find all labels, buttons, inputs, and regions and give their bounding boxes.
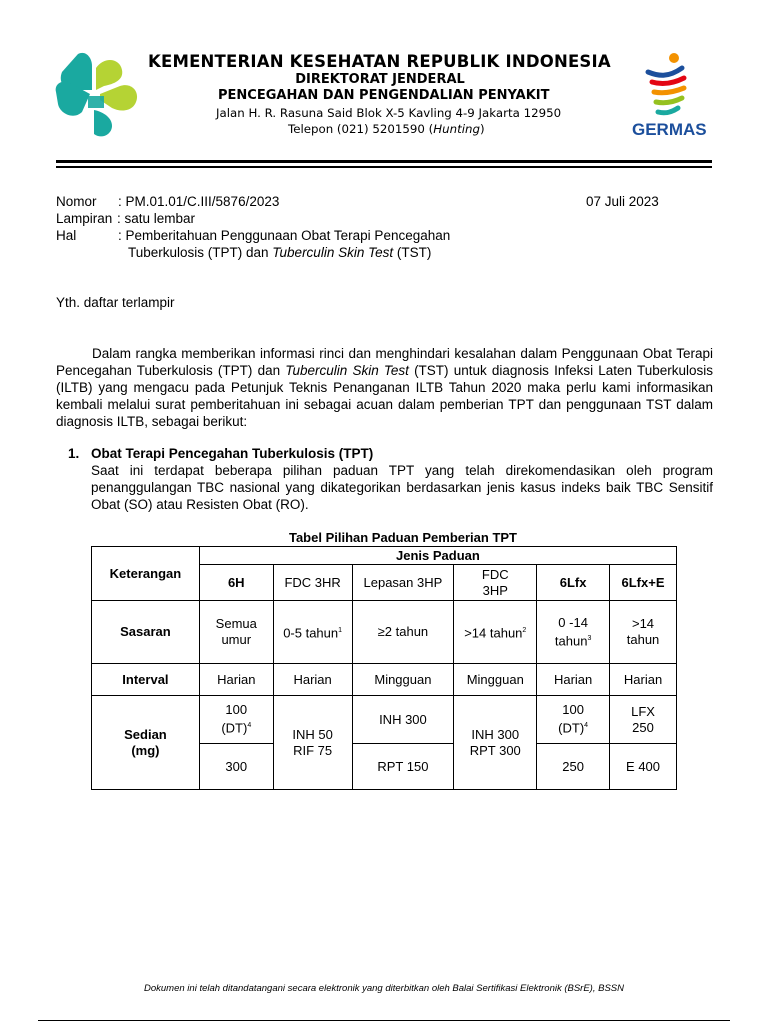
col-6lfx-e: 6Lfx+E: [610, 565, 677, 601]
cell-text: 0-5 tahun: [283, 625, 339, 641]
cell-text: 100: [225, 702, 248, 718]
lampiran-label: Lampiran: [56, 211, 113, 226]
hal-line2-italic: Tuberculin Skin Test: [272, 245, 394, 260]
table-caption: Tabel Pilihan Paduan Pemberian TPT: [288, 530, 518, 545]
hal-line1: : Pemberitahuan Penggunaan Obat Terapi Pencegahan: [118, 228, 451, 243]
col-fdc-3hp: [454, 565, 537, 601]
cell-sedian-6lfxe-a: [610, 696, 677, 744]
cell-interval-6lfx: Harian: [537, 664, 610, 696]
nomor-value: : PM.01.01/C.III/5876/2023: [118, 194, 280, 209]
table-row: [92, 664, 677, 696]
letterhead-divider-thin: [56, 166, 712, 168]
cell-text: 0 -14: [558, 614, 588, 630]
cell-text: RPT 300: [469, 742, 521, 758]
phone-text: Telepon (021) 5201590 (: [288, 122, 434, 136]
cell-text: umur: [221, 632, 252, 647]
phone-hunting: Hunting: [433, 122, 480, 136]
letterhead-phone: [288, 122, 485, 136]
hal-line2-b: (TST): [393, 245, 432, 260]
row-sasaran: Sasaran: [92, 601, 200, 664]
cell-text: LFX: [631, 703, 655, 719]
footer-divider: [38, 1020, 730, 1021]
cell-interval-lep3hp: Mingguan: [352, 664, 454, 696]
footnote-ref: 3: [587, 634, 592, 642]
cell-text: RIF 75: [293, 742, 333, 758]
letterhead-divider-thick: [56, 160, 712, 163]
cell-sasaran-lep3hp: ≥2 tahun: [352, 601, 454, 664]
cell-text: tahun: [626, 632, 660, 647]
cell-sasaran-6lfxe: [610, 601, 677, 664]
header-jenis-paduan: Jenis Paduan: [199, 547, 676, 565]
cell-text: tahun: [554, 633, 588, 649]
cell-sasaran-fdc3hr: [273, 601, 352, 664]
letterhead-directorate: DIREKTORAT JENDERAL: [295, 72, 465, 87]
nomor-label: Nomor: [56, 194, 97, 209]
hal-line2: [128, 244, 431, 261]
cell-sedian-6lfx-b: 250: [537, 744, 610, 790]
cell-interval-6lfxe: Harian: [610, 664, 677, 696]
footnote-ref: 4: [247, 722, 252, 730]
salutation: Yth. daftar terlampir: [56, 295, 175, 310]
table-row: [92, 601, 677, 664]
cell-sedian-lep3hp-b: RPT 150: [352, 744, 454, 790]
cell-text: (mg): [131, 742, 160, 758]
intro-italic: Tuberculin Skin Test: [285, 363, 409, 378]
col-fdc-3hp-l1: FDC: [481, 566, 509, 582]
kemenkes-logo: [54, 50, 140, 138]
cell-sedian-6lfxe-b: E 400: [610, 744, 677, 790]
letter-date: 07 Juli 2023: [586, 194, 659, 209]
tpt-table: [91, 546, 677, 790]
row-interval: Interval: [92, 664, 200, 696]
cell-text: Semua: [215, 616, 257, 631]
cell-sedian-fdc3hr: [273, 696, 352, 790]
section-1-heading: Obat Terapi Pencegahan Tuberkulosis (TPT): [91, 446, 374, 461]
col-fdc-3hp-l2: 3HP: [482, 582, 508, 598]
cell-interval-fdc3hp: Mingguan: [454, 664, 537, 696]
footnote-ref: 4: [584, 722, 589, 730]
hal-line2-a: Tuberkulosis (TPT) dan: [128, 245, 273, 260]
phone-close: ): [480, 122, 485, 136]
col-6h: 6H: [199, 565, 273, 601]
intro-paragraph: [56, 345, 713, 430]
footnote-ref: 2: [522, 626, 527, 634]
letterhead-title: KEMENTERIAN KESEHATAN REPUBLIK INDONESIA: [148, 52, 611, 71]
letterhead-address: Jalan H. R. Rasuna Said Blok X-5 Kavling 4-9 Jakarta 12950: [216, 106, 562, 120]
cell-sasaran-6lfx: [537, 601, 610, 664]
cell-interval-6h: Harian: [199, 664, 273, 696]
cell-text: (DT): [221, 720, 248, 736]
cell-sedian-6h-b: 300: [199, 744, 273, 790]
table-row: [92, 696, 677, 744]
cell-text: >14: [631, 616, 655, 631]
footnote-ref: 1: [338, 626, 343, 634]
col-6lfx: 6Lfx: [537, 565, 610, 601]
cell-sasaran-6h: [199, 601, 273, 664]
cell-text: Sedian: [124, 726, 167, 742]
header-keterangan: Keterangan: [92, 547, 200, 601]
germas-logo-text: GERMAS: [632, 120, 707, 139]
cell-sedian-6lfx-a: [537, 696, 610, 744]
row-sedian: [92, 696, 200, 790]
lampiran-value: : satu lembar: [117, 211, 196, 226]
cell-text: 100: [562, 702, 584, 718]
col-lepasan-3hp: Lepasan 3HP: [352, 565, 454, 601]
footer-esign-note: Dokumen ini telah ditandatangani secara elektronik yang diterbitkan oleh Balai Sertifikasi Elektronik (BSrE), BSSN: [144, 983, 624, 994]
kemenkes-logo-shape: [56, 53, 137, 137]
cell-sedian-lep3hp-a: INH 300: [352, 696, 454, 744]
col-fdc-3hr: FDC 3HR: [273, 565, 352, 601]
cell-sedian-6h-a: [199, 696, 273, 744]
section-1-body: Saat ini terdapat beberapa pilihan paduan TPT yang telah direkomendasikan oleh program penanggulangan TBC nasional yang dikategorikan berdasarkan jenis kasus indeks baik TBC Sensitif Obat (SO) atau Resisten Obat (RO).: [91, 463, 713, 512]
cell-sasaran-fdc3hp: [454, 601, 537, 664]
section-1-number: 1.: [68, 446, 80, 461]
letterhead-division: PENCEGAHAN DAN PENGENDALIAN PENYAKIT: [218, 88, 550, 103]
cell-text: INH 50: [292, 726, 333, 742]
hal-label: Hal: [56, 228, 77, 243]
intro-a: Dalam rangka memberikan informasi rinci dan menghindari kesalahan dalam Penggunaan Obat Terapi Pencegahan Tuberkulosis (TPT) dan: [56, 346, 713, 378]
cell-text: 250: [632, 719, 654, 735]
cell-text: >14 tahun: [464, 625, 523, 641]
germas-logo-icon: [644, 52, 692, 120]
cell-interval-fdc3hr: Harian: [273, 664, 352, 696]
cell-text: (DT): [558, 720, 585, 736]
cell-text: INH 300: [471, 726, 520, 742]
intro-b: (TST) untuk diagnosis Infeksi Laten Tuberkulosis (ILTB) yang mengacu pada Petunjuk Teknis Penanganan ILTB Tahun 2020 maka perlu kami informasikan kembali melalui surat pemberitahuan ini sebagai acuan dalam pemberian TPT dan penggunaan TST dalam diagnosis ILTB, sebagai berikut:: [56, 363, 714, 429]
cell-sedian-fdc3hp: [454, 696, 537, 790]
